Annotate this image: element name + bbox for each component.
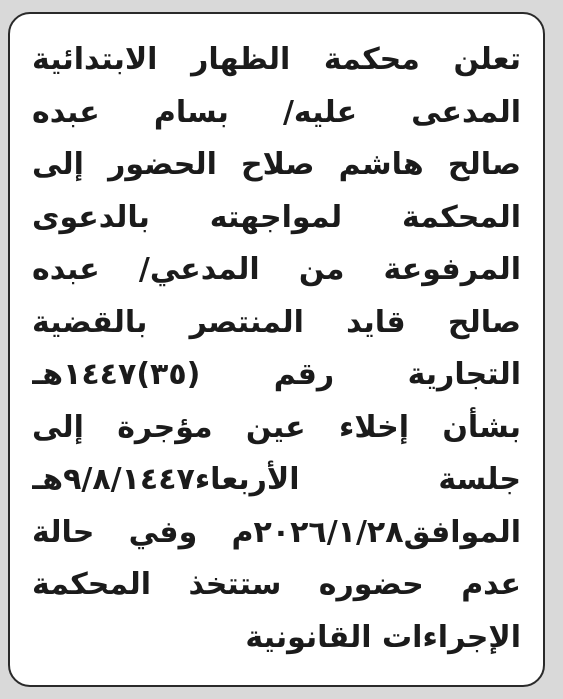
notice-line: صالح قايد المنتصر بالقضية	[32, 304, 521, 340]
notice-line: الإجراءات القانونية	[245, 619, 521, 655]
notice-line: المحكمة لمواجهته بالدعوى	[32, 199, 521, 235]
notice-line: الموافق٢٠٢٦/١/٢٨م وفي حالة	[32, 514, 521, 550]
notice-body	[32, 34, 521, 664]
notice-line: بشأن إخلاء عين مؤجرة إلى	[32, 409, 521, 445]
notice-line: المدعى عليه/ بسام عبده	[32, 94, 521, 130]
notice-line: جلسة الأربعاء٩/٨/١٤٤٧هـ	[32, 462, 521, 497]
notice-line: عدم حضوره ستتخذ المحكمة	[32, 567, 521, 602]
notice-line: التجارية رقم (٣٥)١٤٤٧هـ	[32, 357, 521, 392]
notice-card	[8, 12, 545, 687]
notice-line: صالح هاشم صلاح الحضور إلى	[32, 147, 521, 182]
notice-line: تعلن محكمة الظهار الابتدائية	[32, 42, 521, 77]
notice-line: المرفوعة من المدعي/ عبده	[32, 252, 521, 287]
